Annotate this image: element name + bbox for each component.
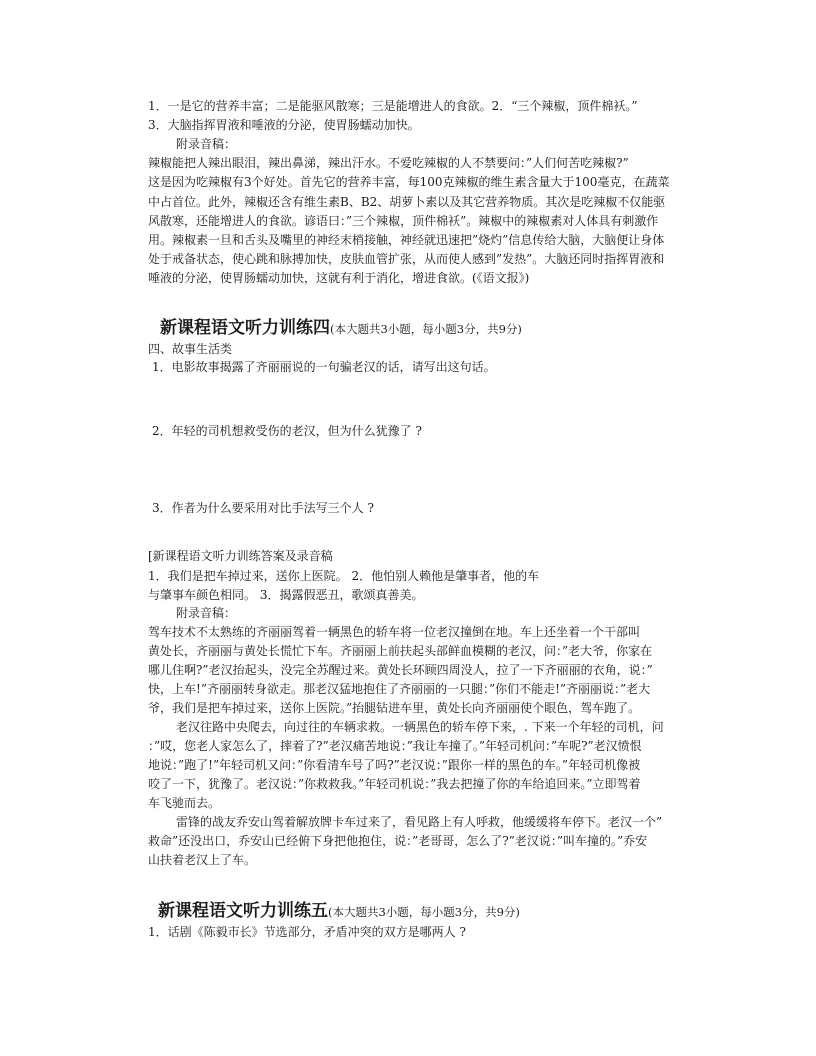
answer-line-1: 1．我们是把车掉过来，送你上医院。 2．他怕别人赖他是肇事者，他的车 [148, 569, 540, 583]
question-3: 3．作者为什么要采用对比手法写三个人 ? [152, 501, 374, 515]
section-5-title [158, 901, 520, 922]
transcript-line: 车飞驰而去。 [148, 796, 221, 810]
transcript-line: 哪儿住啊?”老汉抬起头，没完全苏醒过来。黄处长环顾四周没人，拉了一下齐丽丽的衣角，说：” [148, 663, 653, 677]
transcript-line: 中占首位。此外，辣椒还含有维生素B、B2、胡萝卜素以及其它营养物质。其次是吃辣椒不仅能驱 [148, 195, 666, 209]
transcript-line: 这是因为吃辣椒有3个好处。首先它的营养丰富，每100克辣椒的维生素含量大于100毫克，在蔬菜 [148, 175, 670, 189]
transcript-line: 雷锋的战友乔安山驾着解放牌卡车过来了，看见路上有人呼救，他缓缓将车停下。老汉一个” [176, 815, 663, 829]
answer-line-2: 与肇事车颜色相同。 3．揭露假恶丑，歌颂真善美。 [148, 588, 424, 602]
transcript-line: 山扶着老汉上了车。 [148, 853, 257, 867]
question-1: 1．电影故事揭露了齐丽丽说的一句骗老汉的话，请写出这句话。 [152, 360, 496, 374]
category-label: 四、故事生活类 [148, 342, 233, 356]
transcript-line: 黄处长，齐丽丽与黄处长慌忙下车。齐丽丽上前扶起头部鲜血模糊的老汉，问：”老大爷，你家在 [148, 644, 653, 658]
transcript-line: 处于戒备状态，使心跳和脉搏加快，皮肤血管扩张，从而使人感到”发热”。大脑还同时指挥胃液和 [148, 252, 665, 266]
transcript-line: ：”哎，您老人家怎么了，摔着了?”老汉痛苦地说：”我让车撞了。”年轻司机问：”车呢?”老汉愤恨 [148, 739, 642, 753]
answer-line-1: 1．一是它的营养丰富；二是能驱风散寒；三是能增进人的食欲。2．“三个辣椒，顶件棉袄。” [148, 99, 638, 113]
question-1: 1．话剧《陈毅市长》节选部分，矛盾冲突的双方是哪两人 ? [148, 925, 466, 939]
transcript-line: 地说：”跑了!”年轻司机又问：”你看清车号了吗?”老汉说：”跟你一样的黑色的车。”年轻司机像被 [148, 758, 641, 772]
section-5-title-text: 新课程语文听力训练五 [158, 901, 328, 921]
transcript-line: 风散寒，还能增进人的食欲。谚语曰：”三个辣椒，顶件棉袄”。辣椒中的辣椒素对人体具有刺激作 [148, 214, 659, 228]
transcript-line: 爷，我们是把车掉过来，送你上医院。”抬腿钻进车里，黄处长向齐丽丽使个眼色，驾车跑了。 [148, 701, 641, 715]
answers-heading: [新课程语文听力训练答案及录音稿 [148, 549, 333, 563]
transcript-line: 用。辣椒素一旦和舌头及嘴里的神经末梢接触，神经就迅速把”烧灼”信息传给大脑，大脑便让身体 [148, 233, 665, 247]
question-2: 2．年轻的司机想救受伤的老汉，但为什么犹豫了 ? [152, 424, 422, 438]
transcript-line: 驾车技术不太熟练的齐丽丽驾着一辆黑色的轿车将一位老汉撞倒在地。车上还坐着一个干部叫 [148, 625, 641, 639]
transcript-label: 附录音稿： [176, 137, 237, 151]
transcript-line: 咬了一下，犹豫了。老汉说：”你救救我。”年轻司机说：”我去把撞了你的车给追回来。”立即驾着 [148, 777, 641, 791]
transcript-line: 快，上车!”齐丽丽转身欲走。那老汉猛地抱住了齐丽丽的一只腿：”你们不能走!”齐丽丽说：”老大 [148, 682, 651, 696]
section-4-title-text: 新课程语文听力训练四 [160, 318, 330, 338]
section-4-subtitle: (本大题共3小题，每小题3分，共9分) [330, 322, 522, 336]
transcript-line: 唾液的分泌，使胃肠蠕动加快，这就有利于消化，增进食欲。(《语文报》) [148, 271, 530, 285]
transcript-label: 附录音稿： [176, 606, 237, 620]
transcript-line: 救命”还没出口，乔安山已经俯下身把他抱住，说：”老哥哥，怎么了?”老汉说：”叫车撞的。”乔安 [148, 834, 648, 848]
transcript-line: 辣椒能把人辣出眼泪，辣出鼻涕，辣出汗水。不爱吃辣椒的人不禁要问：”人们何苦吃辣椒?” [148, 156, 629, 170]
answer-line-2: 3．大脑指挥胃液和唾液的分泌，使胃肠蠕动加快。 [148, 118, 420, 132]
section-5-subtitle: (本大题共3小题，每小题3分，共9分) [328, 905, 520, 919]
transcript-line: 老汉往路中央爬去，向过往的车辆求救。一辆黑色的轿车停下来，. 下来一个年轻的司机，问 [176, 720, 664, 734]
section-4-title [160, 318, 522, 339]
